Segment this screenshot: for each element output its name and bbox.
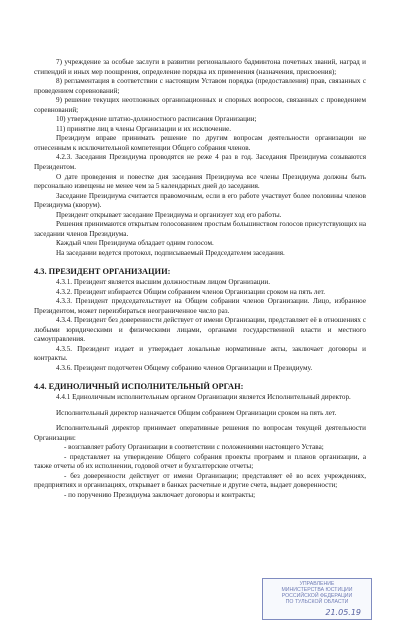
stamp-line-4: ПО ТУЛЬСКОЙ ОБЛАСТИ (285, 599, 349, 606)
section-heading-4-4: 4.4. ЕДИНОЛИЧНЫЙ ИСПОЛНИТЕЛЬНЫЙ ОРГАН: (34, 382, 244, 392)
paragraph-4-2-3: 4.2.3. Заседания Президиума проводятся не реже 4 раз в год. Заседания Президиума созываются Президентом. (34, 153, 366, 172)
paragraph-quorum: Заседание Президиума считается правомочным, если в его работе участвует более половины членов Президиума (кворум). (34, 191, 366, 210)
list-item-representation: - без доверенности действует от имени Организации; представляет её во всех учреждениях, предприятиях и организациях, открывает в банках расчетные и другие счета, выдает доверенности; (34, 471, 366, 490)
registration-stamp (262, 578, 372, 620)
stamp-line-1: УПРАВЛЕНИЕ (299, 581, 335, 587)
paragraph-4-3-4: 4.3.4. Президент без доверенности действует от имени Организации, представляет её в отношениях с любыми юридическими и физическими лицами, органами государственной власти и местного самоуправления. (34, 316, 366, 344)
section-heading-4-3: 4.3. ПРЕЗИДЕНТ ОРГАНИЗАЦИИ: (34, 267, 171, 277)
paragraph-4-3-2: 4.3.2. Президент избирается Общим собранием членов Организации сроком на пять лет. (56, 287, 325, 296)
stamp-date: 21.05.19 (325, 607, 361, 617)
paragraph-opening: Президент открывает заседание Президиума и организует ход его работы. (56, 210, 282, 219)
paragraph-item-9: 9) решение текущих неотложных организационных и спорных вопросов, связанных с проведением соревнований; (34, 96, 366, 114)
list-item-plans: - представляет на утверждение Общего собрания проекты программ и планов организации, а также отчеты об их исполнении, годовой отчет и бухгалтерские отчеты; (34, 452, 366, 471)
paragraph-presidium-rights: Президиум вправе принимать решение по другим вопросам деятельности организации не отнесенным к исключительной компетенции Общего собрания членов. (34, 134, 366, 152)
paragraph-4-4-1: 4.4.1 Единоличным исполнительным органом Организации является Исполнительный директор. (56, 392, 351, 401)
paragraph-voting: Решения принимаются открытым голосованием простым большинством голосов присутствующих на заседании членов Президиума. (34, 220, 366, 238)
paragraph-item-11: 11) принятие лиц в члены Организации и их исключение. (56, 124, 232, 133)
paragraph-director-decisions: Исполнительный директор принимает оперативные решения по вопросам текущей деятельности Организации: (34, 424, 366, 442)
paragraph-item-8: 8) регламентация в соответствии с настоящим Уставом порядка (предоставления) прав, связанных с проведением соревнований; (34, 77, 366, 95)
paragraph-director-appointment: Исполнительный директор назначается Общим собранием Организации сроком на пять лет. (56, 408, 337, 417)
paragraph-4-3-3: 4.3.3. Президент председательствует на Общем собрании членов Организации. Лицо, избранное Президентом, может переизбираться неограниченное число раз. (34, 297, 366, 315)
paragraph-4-3-5: 4.3.5. Президент издает и утверждает локальные нормативные акты, заключает договоры и контракты. (34, 344, 366, 363)
paragraph-item-10: 10) утверждение штатно-должностного расписания Организации; (56, 115, 257, 124)
stamp-line-3: РОССИЙСКОЙ ФЕДЕРАЦИИ (281, 593, 353, 600)
paragraph-protocol: На заседании ведется протокол, подписываемый Председателем заседания. (56, 248, 285, 257)
paragraph-4-3-6: 4.3.6. Президент подотчетен Общему собранию членов Организации и Президиуму. (56, 363, 313, 372)
list-item-lead: - возглавляет работу Организации в соответствии с положениями настоящего Устава; (64, 443, 324, 452)
stamp-line-2: МИНИСТЕРСТВА ЮСТИЦИИ (281, 587, 353, 594)
paragraph-4-3-1: 4.3.1. Президент является высшим должностным лицом Организации. (56, 277, 271, 286)
paragraph-item-7: 7) учреждение за особые заслуги в развитии регионального бадминтона почетных званий, наград и стипендий и иных мер поощрения, определение порядка их применения (назначения, присвоения); (34, 58, 366, 76)
list-item-contracts: - по поручению Президиума заключает договоры и контракты; (64, 490, 256, 499)
paragraph-one-vote: Каждый член Президиума обладает одним голосом. (56, 239, 214, 248)
paragraph-notice: О дате проведения и повестке дня заседания Президиума все члены Президиума должны быть персонально извещены не менее чем за 5 календарных дней до заседания. (34, 172, 366, 191)
